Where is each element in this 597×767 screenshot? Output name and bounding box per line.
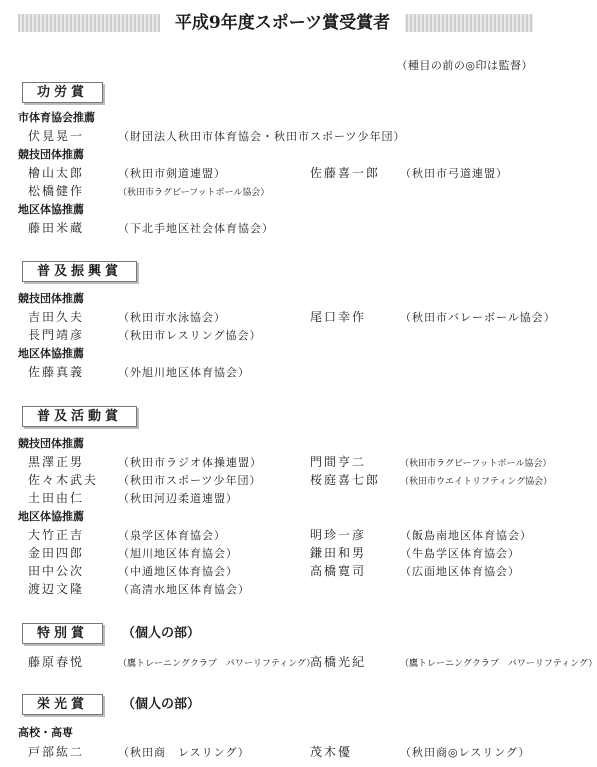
recipient-name: 金田四郎 [28,546,85,560]
recipient-name: 戸部紘二 [28,745,85,759]
award-entry [28,545,238,562]
recipient-name: 明珍一彦 [310,528,367,542]
category-label: 地区体協推薦 [18,510,84,523]
recipient-name: 伏見晃一 [28,129,85,143]
award-entry [28,183,269,201]
award-heading-tokubetsu: 特別賞 [22,623,103,644]
award-entry [28,744,250,761]
recipient-name: 茂木優 [310,745,353,759]
award-entry [28,654,315,672]
recipient-name: 藤原春悦 [28,655,85,669]
recipient-name: 佐藤喜一郎 [310,166,381,180]
recipient-affiliation: （下北手地区社会体育協会） [118,222,274,235]
award-heading-korou: 功労賞 [22,82,103,103]
recipient-name: 田中公次 [28,564,85,578]
award-entry [310,654,597,672]
award-entry [310,454,551,472]
award-subtitle: （個人の部） [122,697,201,712]
recipient-affiliation: （秋田市ラグビーフットボール協会） [118,188,270,198]
award-entry [28,327,261,344]
award-entry [28,490,238,507]
award-heading-fukyu-shinko: 普及振興賞 [22,261,137,282]
legend-note: （種目の前の◎印は監督） [396,59,533,72]
award-entry [28,309,226,326]
recipient-name: 桜庭喜七郎 [310,473,381,487]
recipient-affiliation: （秋田市ラジオ体操連盟） [118,456,262,469]
recipient-name: 大竹正吉 [28,528,85,542]
award-entry [28,454,262,471]
award-subtitle: （個人の部） [122,626,201,641]
recipient-affiliation: （旭川地区体育協会） [118,547,238,560]
recipient-affiliation: （秋田市弓道連盟） [400,167,508,180]
recipient-affiliation: （鷹トレーニングクラブ パワーリフティング） [400,659,597,669]
award-entry [310,472,552,490]
recipient-affiliation: （広面地区体育協会） [400,565,520,578]
award-entry [310,527,532,544]
recipient-name: 高橋光紀 [310,655,367,669]
recipient-name: 鎌田和男 [310,546,367,560]
category-label: 競技団体推薦 [18,437,84,450]
recipient-affiliation: （飯島南地区体育協会） [400,529,532,542]
award-entry [310,744,530,761]
award-heading-fukyu-katsudo: 普及活動賞 [22,406,137,427]
award-entry [28,220,274,237]
recipient-name: 檜山太郎 [28,166,85,180]
recipient-affiliation: （財団法人秋田市体育協会・秋田市スポーツ少年団） [118,130,406,143]
recipient-affiliation: （秋田河辺柔道連盟） [118,492,238,505]
recipient-name: 尾口幸作 [310,310,367,324]
recipient-affiliation: （高清水地区体育協会） [118,583,250,596]
recipient-name: 黒澤正男 [28,455,85,469]
recipient-affiliation: （秋田市スポーツ少年団） [118,474,262,487]
recipient-name: 土田由仁 [28,491,85,505]
award-heading-eiko: 栄光賞 [22,694,103,715]
category-label: 地区体協推薦 [18,347,84,360]
recipient-name: 佐藤真義 [28,365,85,379]
award-entry [28,581,250,598]
category-label: 競技団体推薦 [18,292,84,305]
recipient-affiliation: （牛島学区体育協会） [400,547,520,560]
recipient-affiliation: （秋田市剣道連盟） [118,167,226,180]
award-entry [310,165,508,182]
page-title: 平成9年度スポーツ賞受賞者 [160,12,405,34]
recipient-affiliation: （秋田市ラグビーフットボール協会） [400,459,552,469]
recipient-name: 佐々木武夫 [28,473,99,487]
category-label: 市体育協会推薦 [18,111,95,124]
recipient-affiliation: （鷹トレーニングクラブ パワーリフティング） [118,659,316,669]
recipient-affiliation: （秋田市レスリング協会） [118,329,262,342]
category-label: 高校・高専 [18,726,73,739]
recipient-name: 吉田久夫 [28,310,85,324]
award-entry [310,545,520,562]
recipient-affiliation: （秋田市水泳協会） [118,311,226,324]
recipient-affiliation: （中通地区体育協会） [118,565,238,578]
award-entry [28,563,238,580]
award-entry [28,527,226,544]
recipient-affiliation: （泉学区体育協会） [118,529,226,542]
award-entry [28,165,226,182]
recipient-name: 門間亨二 [310,455,367,469]
recipient-affiliation: （秋田市ウエイトリフティング協会） [400,477,553,487]
recipient-affiliation: （秋田市バレーボール協会） [400,311,556,324]
recipient-affiliation: （外旭川地区体育協会） [118,366,250,379]
award-entry [28,472,262,489]
category-label: 競技団体推薦 [18,148,84,161]
award-entry [28,364,250,381]
recipient-affiliation: （秋田商 レスリング） [118,746,250,759]
recipient-name: 渡辺文隆 [28,582,85,596]
award-entry [28,128,406,145]
award-entry [310,309,556,326]
recipient-affiliation: （秋田商◎レスリング） [400,746,531,759]
recipient-name: 藤田米蔵 [28,221,85,235]
recipient-name: 松橋健作 [28,184,85,198]
recipient-name: 長門靖彦 [28,328,85,342]
category-label: 地区体協推薦 [18,203,84,216]
award-entry [310,563,520,580]
recipient-name: 高橋寛司 [310,564,367,578]
